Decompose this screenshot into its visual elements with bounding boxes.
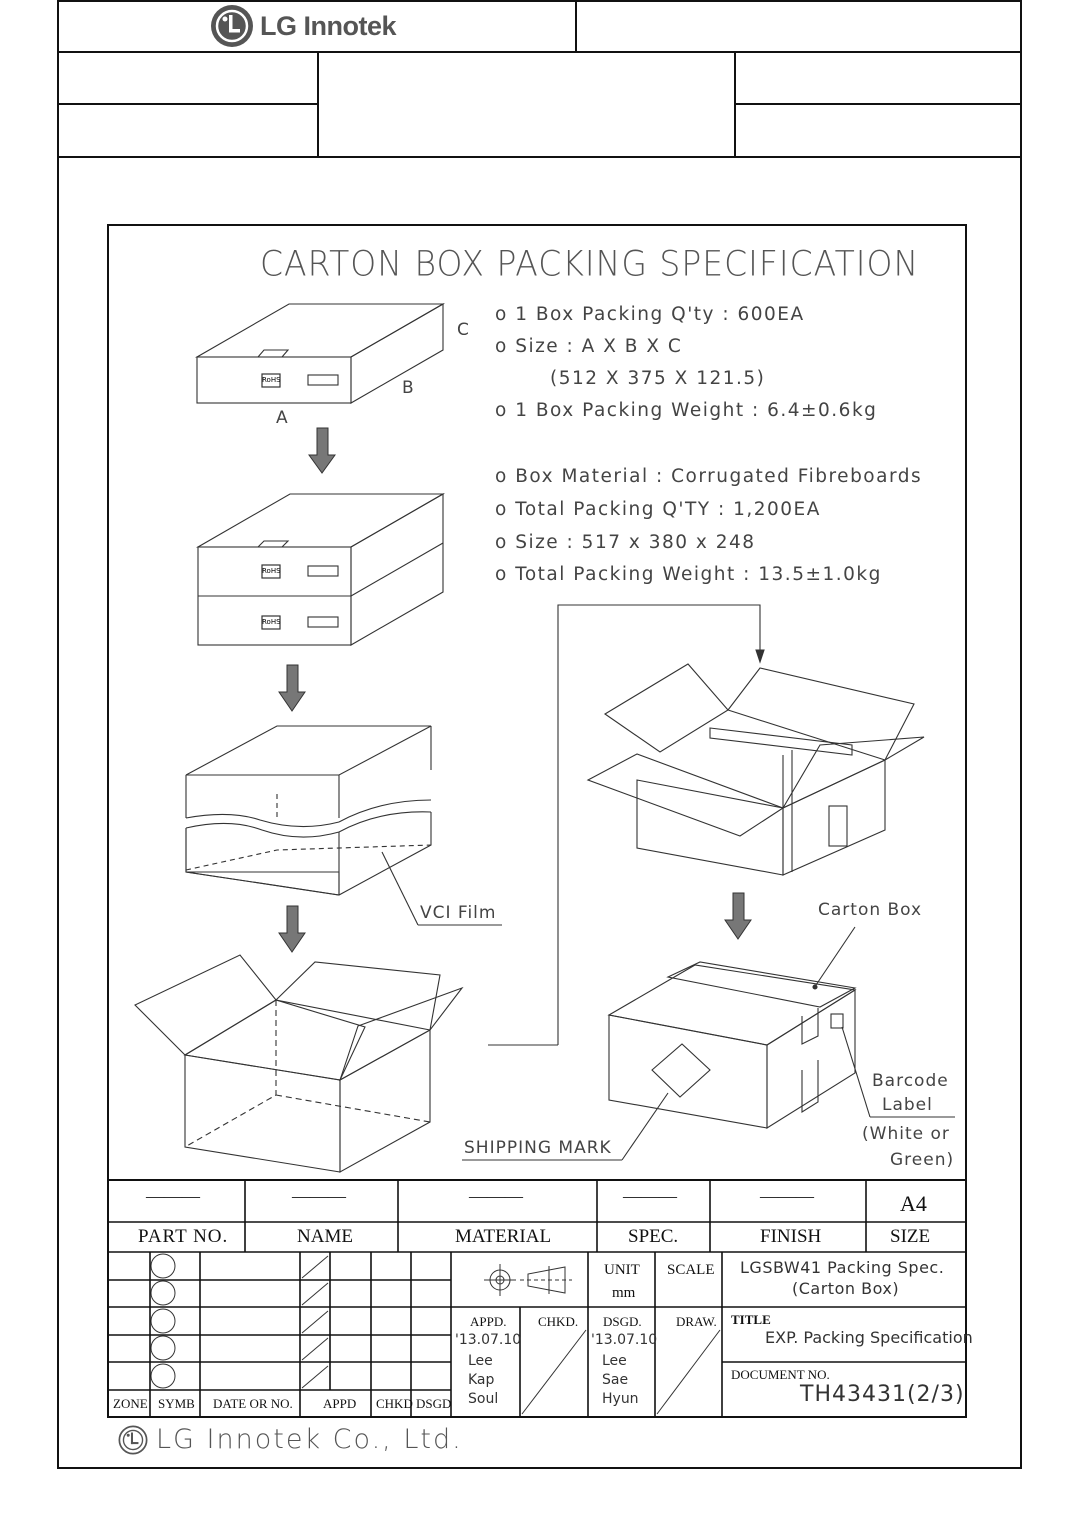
dim-label-c: C xyxy=(457,320,470,340)
appd-date: '13.07.10 xyxy=(455,1332,522,1348)
dsgd-name-3: Hyun xyxy=(602,1391,639,1407)
spec-box-dims: (512 X 375 X 121.5) xyxy=(550,368,766,389)
dsgd-date: '13.07.10 xyxy=(591,1332,658,1348)
lg-logo-icon xyxy=(118,1425,148,1455)
header-size: SIZE xyxy=(890,1226,931,1247)
header-logo xyxy=(210,4,396,48)
barcode-label-line4: Green) xyxy=(890,1150,955,1170)
packing-illustrations xyxy=(135,304,955,1172)
spec-box-weight: o 1 Box Packing Weight : 6.4±0.6kg xyxy=(495,400,878,421)
header-name: NAME xyxy=(297,1226,353,1247)
rev-header-zone: ZONE xyxy=(113,1396,148,1411)
part-no-value: ——— xyxy=(146,1186,200,1206)
unit-label: UNIT xyxy=(604,1262,640,1278)
appd-label: APPD. xyxy=(470,1314,507,1329)
material-value: ——— xyxy=(469,1186,523,1206)
part-title-line1: LGSBW41 Packing Spec. xyxy=(740,1258,945,1277)
spec-total-size: o Size : 517 x 380 x 248 xyxy=(495,532,756,553)
footer-company-name: LG Innotek Co., Ltd. xyxy=(156,1424,463,1455)
rev-header-appd: APPD xyxy=(323,1396,357,1411)
appd-name-2: Kap xyxy=(468,1372,495,1388)
dsgd-label: DSGD. xyxy=(603,1314,642,1329)
spec-total-qty: o Total Packing Q'TY : 1,200EA xyxy=(495,499,821,520)
title-label: TITLE xyxy=(731,1312,771,1327)
spec-material: o Box Material : Corrugated Fibreboards xyxy=(495,466,923,487)
rohs-label: RoHS xyxy=(262,376,281,384)
unit-value: mm xyxy=(612,1285,636,1301)
dsgd-name-2: Sae xyxy=(602,1372,629,1388)
rev-header-dsgd: DSGD xyxy=(416,1396,452,1411)
part-title-line2: (Carton Box) xyxy=(792,1279,900,1298)
dsgd-name-1: Lee xyxy=(602,1353,627,1369)
spec-box-size: o Size : A X B X C xyxy=(495,336,683,357)
header-part-no: PART NO. xyxy=(138,1226,229,1247)
title-value: EXP. Packing Specification xyxy=(765,1328,973,1347)
header-spec: SPEC. xyxy=(628,1226,679,1247)
spec-total-weight: o Total Packing Weight : 13.5±1.0kg xyxy=(495,564,882,585)
barcode-label-line2: Label xyxy=(882,1095,933,1115)
scale-label: SCALE xyxy=(667,1262,715,1278)
draw-label: DRAW. xyxy=(676,1314,717,1329)
header-material: MATERIAL xyxy=(455,1226,552,1247)
spec-value: ——— xyxy=(623,1186,677,1206)
spec-box-qty: o 1 Box Packing Q'ty : 600EA xyxy=(495,304,805,325)
docno-value: TH43431(2/3) xyxy=(800,1382,965,1407)
vci-film-label: VCI Film xyxy=(420,903,497,923)
appd-name-1: Lee xyxy=(468,1353,493,1369)
lg-logo-icon xyxy=(210,4,254,48)
carton-box-label: Carton Box xyxy=(818,900,923,920)
docno-label: DOCUMENT NO. xyxy=(731,1367,830,1382)
rev-header-chkd: CHKD xyxy=(376,1396,413,1411)
barcode-label-line1: Barcode xyxy=(872,1071,949,1091)
chkd-label: CHKD. xyxy=(538,1314,579,1329)
finish-value: ——— xyxy=(760,1186,814,1206)
projection-symbol-icon xyxy=(484,1264,572,1296)
header-company-name: LG Innotek xyxy=(260,10,396,41)
barcode-label-line3: (White or xyxy=(862,1124,950,1144)
header-finish: FINISH xyxy=(760,1226,822,1247)
size-value: A4 xyxy=(900,1191,927,1216)
rev-header-date: DATE OR NO. xyxy=(213,1396,293,1411)
drawing-title: CARTON BOX PACKING SPECIFICATION xyxy=(260,243,920,284)
dim-label-b: B xyxy=(402,378,415,398)
shipping-mark-label: SHIPPING MARK xyxy=(464,1138,612,1158)
name-value: ——— xyxy=(292,1186,346,1206)
dim-label-a: A xyxy=(276,408,289,428)
rev-header-symb: SYMB xyxy=(158,1396,195,1411)
footer-logo xyxy=(118,1424,463,1455)
rohs-label: RoHS xyxy=(262,618,281,626)
rohs-label: RoHS xyxy=(262,567,281,575)
appd-name-3: Soul xyxy=(468,1391,499,1407)
